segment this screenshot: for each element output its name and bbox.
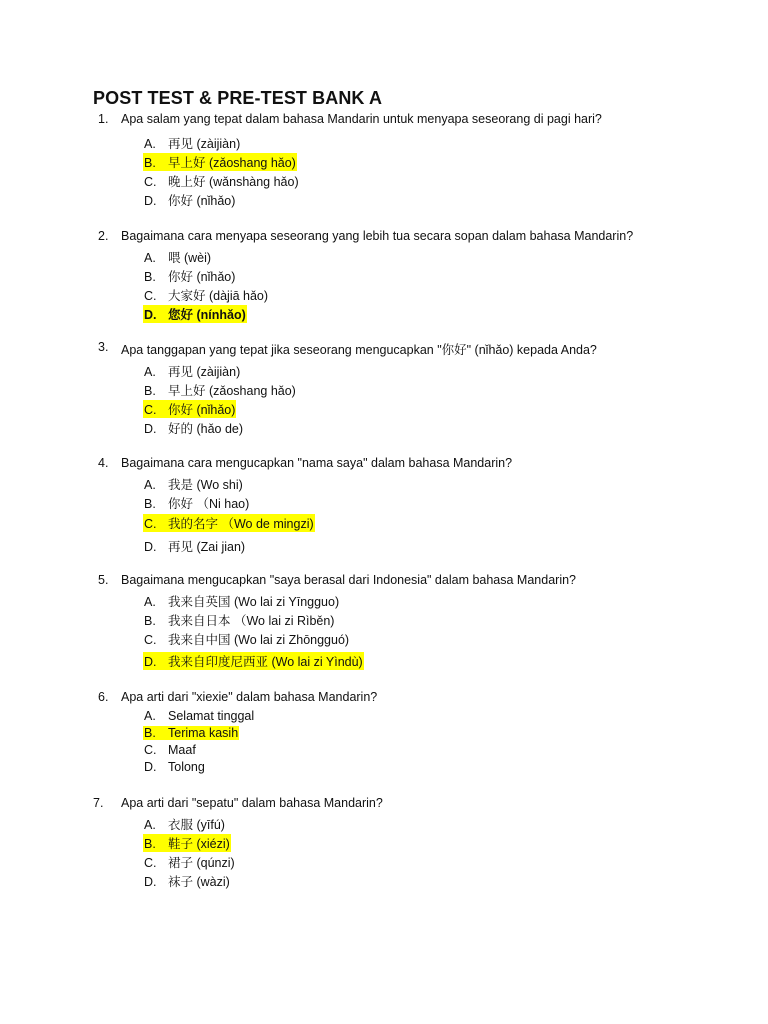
question-number: 5. — [98, 573, 109, 587]
option-text: 裙子 (qúnzi) — [168, 856, 235, 870]
option-a — [0, 814, 768, 833]
option-text: 袜子 (wàzi) — [168, 875, 230, 889]
option-a — [0, 708, 768, 725]
question-text: Bagaimana cara menyapa seseorang yang lebih tua secara sopan dalam bahasa Mandarin? — [121, 229, 634, 243]
option-letter: B. — [144, 384, 156, 398]
question-number: 2. — [98, 229, 109, 243]
option-letter: A. — [144, 478, 156, 492]
question-7 — [0, 794, 768, 890]
question-1 — [0, 110, 768, 209]
question-text: Apa salam yang tepat dalam bahasa Mandarin untuk menyapa seseorang di pagi hari? — [121, 112, 602, 126]
option-letter: B. — [144, 837, 156, 851]
option-text: 您好 (nínhǎo) — [168, 308, 246, 322]
option-a — [0, 133, 768, 152]
option-d — [0, 304, 768, 323]
question-row — [0, 454, 768, 474]
option-letter: B. — [144, 614, 156, 628]
option-text: Tolong — [168, 760, 205, 774]
option-d — [0, 190, 768, 209]
option-text: 你好 （Ni hao) — [168, 497, 250, 511]
question-5 — [0, 571, 768, 670]
option-text: 早上好 (zǎoshang hǎo) — [168, 156, 296, 170]
option-letter: D. — [144, 422, 157, 436]
option-text: 衣服 (yīfú) — [168, 818, 225, 832]
option-text: 再见 (Zai jian) — [168, 540, 246, 554]
question-text: Apa tanggapan yang tepat jika seseorang mengucapkan "你好" (nǐhǎo) kepada Anda? — [121, 343, 597, 357]
option-b — [0, 493, 768, 512]
question-row — [0, 688, 768, 708]
option-letter: C. — [144, 175, 157, 189]
question-row — [0, 227, 768, 247]
option-a — [0, 247, 768, 266]
option-d — [0, 871, 768, 890]
question-3 — [0, 338, 768, 437]
question-number: 6. — [98, 690, 109, 704]
option-letter: A. — [144, 137, 156, 151]
option-text: 鞋子 (xiézi) — [168, 837, 230, 851]
option-text: 再见 (zàijiàn) — [168, 365, 241, 379]
option-d — [0, 534, 768, 556]
option-text: 你好 (nǐhǎo) — [168, 194, 236, 208]
option-letter: D. — [144, 540, 157, 554]
option-b — [0, 833, 768, 852]
question-text: Bagaimana cara mengucapkan "nama saya" dalam bahasa Mandarin? — [121, 456, 513, 470]
question-number: 1. — [98, 112, 109, 126]
option-text: 喂 (wèi) — [168, 251, 212, 265]
option-letter: C. — [144, 633, 157, 647]
option-b — [0, 380, 768, 399]
option-text: 我来自日本 （Wo lai zi Rìběn) — [168, 614, 335, 628]
option-c — [0, 399, 768, 418]
option-a — [0, 474, 768, 493]
document-title: POST TEST & PRE-TEST BANK A — [93, 88, 383, 108]
option-c — [0, 285, 768, 304]
option-text: 再见 (zàijiàn) — [168, 137, 241, 151]
question-row — [0, 338, 768, 358]
option-a — [0, 361, 768, 380]
option-c — [0, 629, 768, 648]
option-letter: B. — [144, 156, 156, 170]
option-b — [0, 725, 768, 742]
option-b — [0, 152, 768, 171]
option-letter: D. — [144, 875, 157, 889]
question-2 — [0, 227, 768, 323]
option-b — [0, 610, 768, 629]
option-letter: D. — [144, 655, 157, 669]
question-text: Apa arti dari "xiexie" dalam bahasa Mandarin? — [121, 690, 378, 704]
question-4 — [0, 454, 768, 556]
option-letter: A. — [144, 818, 156, 832]
option-d — [0, 759, 768, 776]
option-a — [0, 591, 768, 610]
option-text: 早上好 (zǎoshang hǎo) — [168, 384, 296, 398]
option-text: 我来自中国 (Wo lai zi Zhōngguó) — [168, 633, 350, 647]
option-text: 我的名字 （Wo de mingzi) — [168, 517, 314, 531]
option-letter: A. — [144, 709, 156, 723]
option-text: 你好 (nǐhǎo) — [168, 270, 236, 284]
option-text: 我来自英国 (Wo lai zi Yīngguo) — [168, 595, 340, 609]
option-d — [0, 648, 768, 670]
option-text: 我是 (Wo shi) — [168, 478, 243, 492]
question-row — [0, 110, 768, 130]
option-c — [0, 742, 768, 759]
option-letter: D. — [144, 194, 157, 208]
question-number: 4. — [98, 456, 109, 470]
option-letter: B. — [144, 270, 156, 284]
option-letter: A. — [144, 595, 156, 609]
option-text: 晚上好 (wǎnshàng hǎo) — [168, 175, 299, 189]
option-letter: B. — [144, 726, 156, 740]
option-c — [0, 512, 768, 534]
option-d — [0, 418, 768, 437]
option-letter: D. — [144, 760, 157, 774]
question-row — [0, 571, 768, 591]
option-letter: C. — [144, 289, 157, 303]
question-number: 7. — [93, 796, 104, 810]
question-text: Bagaimana mengucapkan "saya berasal dari Indonesia" dalam bahasa Mandarin? — [121, 573, 576, 587]
option-text: Selamat tinggal — [168, 709, 255, 723]
option-letter: C. — [144, 403, 157, 417]
option-letter: C. — [144, 517, 157, 531]
option-letter: A. — [144, 251, 156, 265]
option-text: 好的 (hǎo de) — [168, 422, 244, 436]
option-c — [0, 171, 768, 190]
option-letter: D. — [144, 308, 157, 322]
option-text: Maaf — [168, 743, 196, 757]
option-b — [0, 266, 768, 285]
option-letter: A. — [144, 365, 156, 379]
option-text: 大家好 (dàjiā hǎo) — [168, 289, 269, 303]
option-letter: C. — [144, 856, 157, 870]
option-text: 你好 (nǐhǎo) — [168, 403, 236, 417]
option-letter: B. — [144, 497, 156, 511]
question-6 — [0, 688, 768, 776]
option-text: Terima kasih — [168, 726, 239, 740]
question-row — [0, 794, 768, 814]
option-c — [0, 852, 768, 871]
option-letter: C. — [144, 743, 157, 757]
option-text: 我来自印度尼西亚 (Wo lai zi Yìndù) — [168, 655, 363, 669]
question-number: 3. — [98, 340, 109, 354]
question-text: Apa arti dari "sepatu" dalam bahasa Mandarin? — [121, 796, 383, 810]
